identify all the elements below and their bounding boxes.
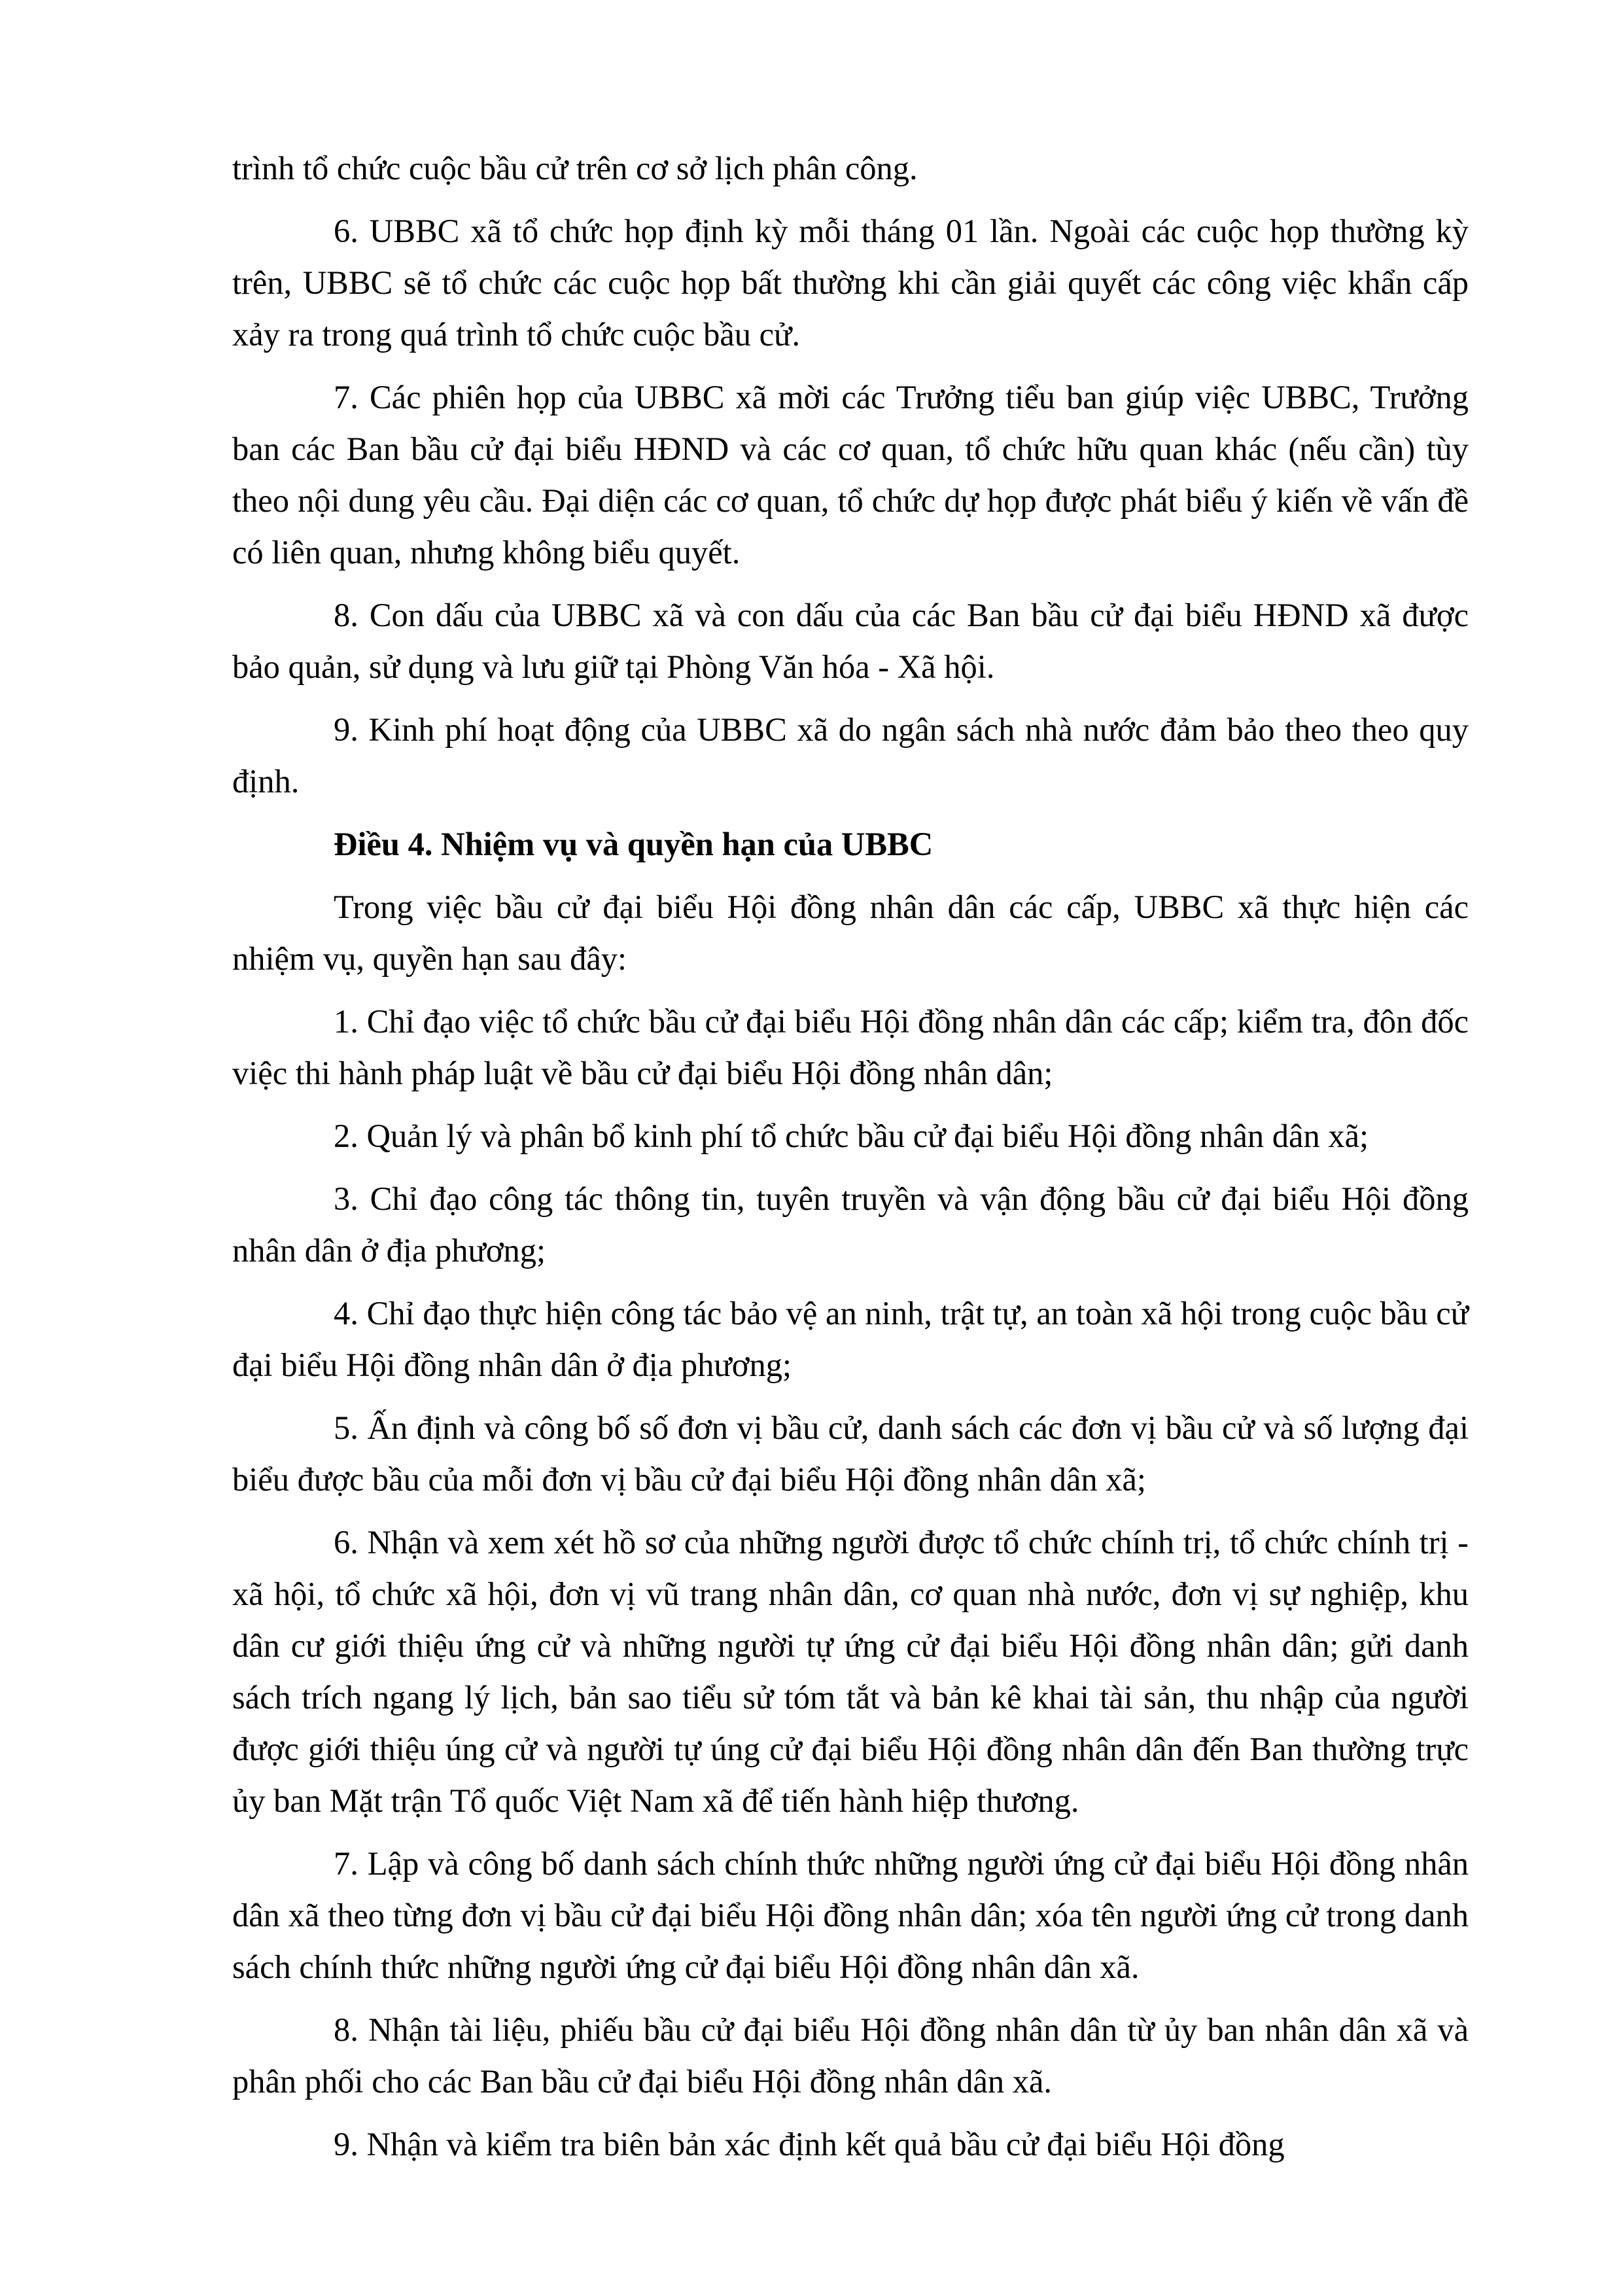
document-page <box>232 143 1469 2181</box>
paragraph-continuation: trình tổ chức cuộc bầu cử trên cơ sở lịch phân công. <box>232 150 918 186</box>
paragraph-duty-7: 7. Lập và công bố danh sách chính thức những người ứng cử đại biểu Hội đồng nhân dân xã theo từng đơn vị bầu cử đại biểu Hội đồng nhân dân; xóa tên người ứng cử trong danh sách chính thức những người ứng cử đại biểu Hội đồng nhân dân xã. <box>232 1845 1469 1985</box>
paragraph-duty-1: 1. Chỉ đạo việc tổ chức bầu cử đại biểu Hội đồng nhân dân các cấp; kiểm tra, đôn đốc việc thi hành pháp luật về bầu cử đại biểu Hội đồng nhân dân; <box>232 1003 1469 1091</box>
paragraph-duty-6: 6. Nhận và xem xét hồ sơ của những người được tổ chức chính trị, tổ chức chính trị - xã hội, tổ chức xã hội, đơn vị vũ trang nhân dân, cơ quan nhà nước, đơn vị sự nghiệp, khu dân cư giới thiệu ứng cử và những người tự ứng cử đại biểu Hội đồng nhân dân; gửi danh sách trích ngang lý lịch, bản sao tiểu sử tóm tắt và bản kê khai tài sản, thu nhập của người được giới thiệu úng cử và người tự úng cử đại biểu Hội đồng nhân dân đến Ban thường trực ủy ban Mặt trận Tổ quốc Việt Nam xã để tiến hành hiệp thương. <box>232 1524 1469 1819</box>
paragraph-clause-7-sessions: 7. Các phiên họp của UBBC xã mời các Trưởng tiểu ban giúp việc UBBC, Trưởng ban các Ban bầu cử đại biểu HĐND và các cơ quan, tổ chức hữu quan khác (nếu cần) tùy theo nội dung yêu cầu. Đại diện các cơ quan, tổ chức dự họp được phát biểu ý kiến về vấn đề có liên quan, nhưng không biểu quyết. <box>232 379 1469 571</box>
paragraph-duty-2: 2. Quản lý và phân bổ kinh phí tổ chức bầu cử đại biểu Hội đồng nhân dân xã; <box>334 1118 1369 1154</box>
paragraph-clause-8-seal: 8. Con dấu của UBBC xã và con dấu của các Ban bầu cử đại biểu HĐND xã được bảo quản, sử dụng và lưu giữ tại Phòng Văn hóa - Xã hội. <box>232 597 1469 685</box>
paragraph-duty-8: 8. Nhận tài liệu, phiếu bầu cử đại biểu Hội đồng nhân dân từ ủy ban nhân dân xã và phân phối cho các Ban bầu cử đại biểu Hội đồng nhân dân xã. <box>232 2011 1469 2100</box>
paragraph-clause-9-funding: 9. Kinh phí hoạt động của UBBC xã do ngân sách nhà nước đảm bảo theo theo quy định. <box>232 711 1469 800</box>
paragraph-duty-5: 5. Ấn định và công bố số đơn vị bầu cử, danh sách các đơn vị bầu cử và số lượng đại biểu được bầu của mỗi đơn vị bầu cử đại biểu Hội đồng nhân dân xã; <box>232 1409 1469 1498</box>
paragraph-duty-3: 3. Chỉ đạo công tác thông tin, tuyên truyền và vận động bầu cử đại biểu Hội đồng nhân dân ở địa phương; <box>232 1180 1469 1269</box>
paragraph-article-4-intro: Trong việc bầu cử đại biểu Hội đồng nhân dân các cấp, UBBC xã thực hiện các nhiệm vụ, quyền hạn sau đây: <box>232 889 1469 977</box>
article-4-heading: Điều 4. Nhiệm vụ và quyền hạn của UBBC <box>334 826 934 862</box>
paragraph-duty-9: 9. Nhận và kiểm tra biên bản xác định kết quả bầu cử đại biểu Hội đồng <box>334 2126 1285 2163</box>
paragraph-clause-6-meetings: 6. UBBC xã tổ chức họp định kỳ mỗi tháng 01 lần. Ngoài các cuộc họp thường kỳ trên, UBBC sẽ tổ chức các cuộc họp bất thường khi cần giải quyết các công việc khẩn cấp xảy ra trong quá trình tổ chức cuộc bầu cử. <box>232 213 1469 353</box>
paragraph-duty-4: 4. Chỉ đạo thực hiện công tác bảo vệ an ninh, trật tự, an toàn xã hội trong cuộc bầu cử đại biểu Hội đồng nhân dân ở địa phương; <box>232 1295 1469 1383</box>
